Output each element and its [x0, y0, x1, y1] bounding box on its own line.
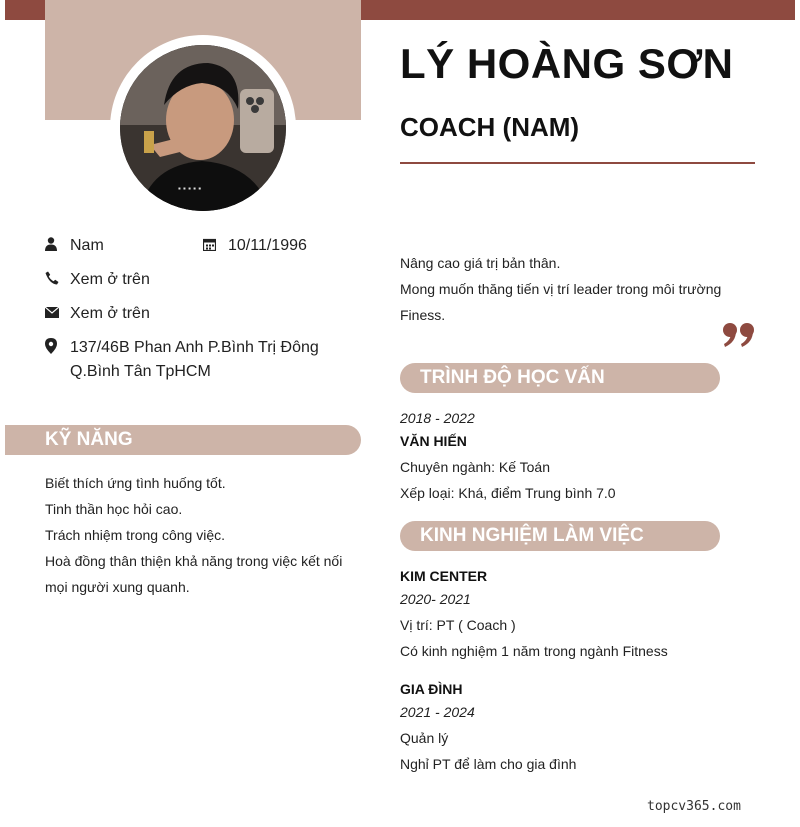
job-detail: Vị trí: PT ( Coach )	[400, 617, 516, 633]
skill-line: Tinh thần học hỏi cao.	[45, 501, 183, 517]
skill-line: mọi người xung quanh.	[45, 579, 190, 595]
job-period: 2021 - 2024	[400, 704, 475, 720]
career-objective	[400, 250, 745, 328]
svg-text:▪ ▪ ▪ ▪ ▪: ▪ ▪ ▪ ▪ ▪	[178, 184, 202, 193]
job-company: KIM CENTER	[400, 568, 488, 584]
job-detail: Quản lý	[400, 730, 449, 746]
skill-line: Hoà đồng thân thiện khả năng trong việc kết nối	[45, 553, 343, 569]
education-major: Chuyên ngành: Kế Toán	[400, 459, 550, 475]
location-pin-icon	[45, 336, 70, 356]
envelope-icon	[45, 302, 70, 322]
gender-value: Nam	[70, 237, 104, 254]
person-icon	[45, 234, 70, 254]
address-line-2: Q.Bình Tân TpHCM	[70, 363, 211, 380]
education-grade: Xếp loại: Khá, điểm Trung bình 7.0	[400, 485, 616, 501]
address-row	[45, 336, 319, 384]
title-divider	[400, 162, 755, 164]
candidate-name: LÝ HOÀNG SƠN	[400, 40, 734, 87]
job-title: COACH (NAM)	[400, 112, 580, 142]
gender-row	[45, 234, 104, 258]
phone-icon	[45, 268, 70, 288]
skills-list	[45, 470, 355, 600]
objective-line: Finess.	[400, 307, 446, 323]
quote-icon	[722, 322, 756, 353]
education-heading: TRÌNH ĐỘ HỌC VẤN	[400, 363, 720, 393]
address-value	[70, 336, 319, 384]
phone-value: Xem ở trên	[70, 271, 150, 288]
objective-line: Nâng cao giá trị bản thân.	[400, 255, 561, 271]
job-company: GIA ĐÌNH	[400, 681, 463, 697]
address-line-1: 137/46B Phan Anh P.Bình Trị Đông	[70, 339, 319, 356]
job-detail: Có kinh nghiệm 1 năm trong ngành Fitness	[400, 643, 668, 659]
experience-heading: KINH NGHIỆM LÀM VIỆC	[400, 521, 720, 551]
job-period: 2020- 2021	[400, 591, 471, 607]
skill-line: Trách nhiệm trong công việc.	[45, 527, 226, 543]
skills-heading: KỸ NĂNG	[5, 425, 361, 455]
skill-line: Biết thích ứng tình huống tốt.	[45, 475, 226, 491]
job-detail: Nghỉ PT để làm cho gia đình	[400, 756, 577, 772]
objective-line: Mong muốn thăng tiến vị trí leader trong môi trường	[400, 281, 722, 297]
education-school: VĂN HIẾN	[400, 433, 467, 449]
email-row	[45, 302, 150, 326]
birthday-row	[203, 234, 307, 258]
birthday-value: 10/11/1996	[228, 237, 307, 254]
phone-row	[45, 268, 150, 292]
footer-watermark: topcv365.com	[647, 799, 741, 814]
email-value: Xem ở trên	[70, 305, 150, 322]
education-period: 2018 - 2022	[400, 410, 475, 426]
avatar	[120, 45, 286, 211]
calendar-icon	[203, 234, 228, 254]
